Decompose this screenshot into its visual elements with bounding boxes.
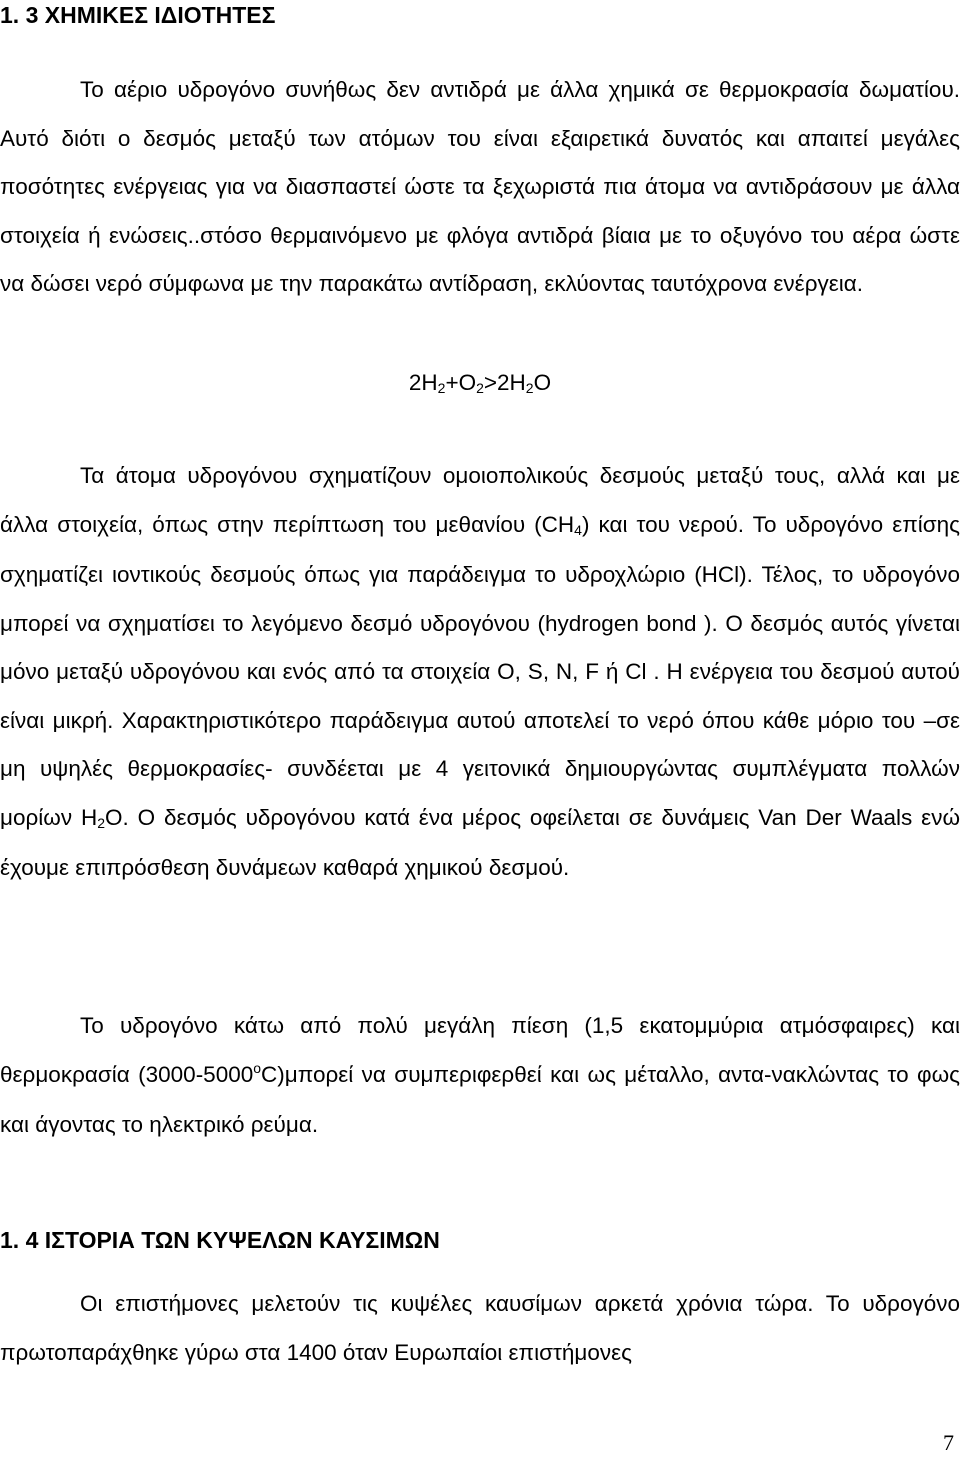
equation-subscript: 2 [476,380,484,396]
subscript: 2 [97,814,105,831]
equation-subscript: 2 [437,380,446,396]
chemical-equation [0,370,960,396]
text-run: Το υδρογόνο κάτω από πολύ μεγάλη πίεση (1,5 εκατομμύρια ατμόσφαιρες) και θερμοκρασία (3000-5000 [0,1013,960,1087]
superscript: o [253,1059,262,1076]
text-run: Τα άτομα υδρογόνου σχηματίζουν ομοιοπολικούς δεσμούς μεταξύ τους, αλλά και με άλλα στοιχεία, όπως στην περίπτωση του μεθανίου (CH [0,463,960,537]
equation-part: 2H [408,370,438,395]
paragraph-text [0,452,960,893]
equation-subscript: 2 [525,380,534,396]
text-run: ) και του νερού. Το υδρογόνο επίσης σχηματίζει ιοντικούς δεσμούς όπως για παράδειγμα το υδροχλώριο (HCl). Τέλος, το υδρογόνο μπορεί να σχηματίσει το λεγόμενο δεσμό υδρογόνου (hydrogen bond ). Ο δεσμός αυτός γίνεται μόνο μεταξύ υδρογόνου και ενός από τα στοιχεία O, S, N, F ή Cl . Η ενέργεια του δεσμού αυτού είναι μικρή. Χαρακτηριστικότερο παράδειγμα αυτού αποτελεί το νερό όπου κάθε μόριο του –σε μη υψηλές θερμοκρασίες- συνδέεται με 4 γειτονικά δημιουργώντας συμπλέγματα πολλών μορίων H [0,511,960,830]
paragraph-hydrogen-bonds [0,452,960,893]
equation-part: +O [445,370,477,395]
paragraph-text [0,1002,960,1150]
text-run: O. Ο δεσμός υδρογόνου κατά ένα μέρος οφείλεται σε δυνάμεις Van Der Waals ενώ έχουμε επιπρόσθεση δυνάμεων καθαρά χημικού δεσμού. [0,804,960,880]
section-heading-chemical-properties: 1. 3 ΧΗΜΙΚΕΣ ΙΔΙΟΤΗΤΕΣ [0,2,276,28]
subscript: 4 [574,521,582,538]
paragraph-fuel-cell-history [0,1280,960,1377]
equation-part: O [533,370,552,395]
paragraph-hydrogen-reactivity [0,66,960,309]
paragraph-metallic-hydrogen [0,1002,960,1150]
paragraph-text: Το αέριο υδρογόνο συνήθως δεν αντιδρά με άλλα χημικά σε θερμοκρασία δωματίου. Αυτό διότι ο δεσμός μεταξύ των ατόμων του είναι εξαιρετικά δυνατός και απαιτεί μεγάλες ποσότητες ενέργειας για να διασπαστεί ώστε τα ξεχωριστά πια άτομα να αντιδράσουν με άλλα στοιχεία ή ενώσεις..στόσο θερμαινόμενο με φλόγα αντιδρά βίαια με το οξυγόνο του αέρα ώστε να δώσει νερό σύμφωνα με την παρακάτω αντίδραση, εκλύοντας ταυτόχρονα ενέργεια. [0,77,960,296]
text-run: C)μπορεί να συμπεριφερθεί και ως μέταλλο, αντα-νακλώντας το φως και άγοντας το ηλεκτρικό ρεύμα. [0,1061,960,1137]
paragraph-text: Οι επιστήμονες μελετούν τις κυψέλες καυσίμων αρκετά χρόνια τώρα. Το υδρογόνο πρωτοπαράχθηκε γύρω στα 1400 όταν Ευρωπαίοι επιστήμονες [0,1291,960,1365]
section-heading-fuel-cell-history: 1. 4 ΙΣΤΟΡΙΑ ΤΩΝ ΚΥΨΕΛΩΝ ΚΑΥΣΙΜΩΝ [0,1227,440,1253]
page-number: 7 [943,1430,954,1455]
equation-part: >2H [483,370,526,395]
